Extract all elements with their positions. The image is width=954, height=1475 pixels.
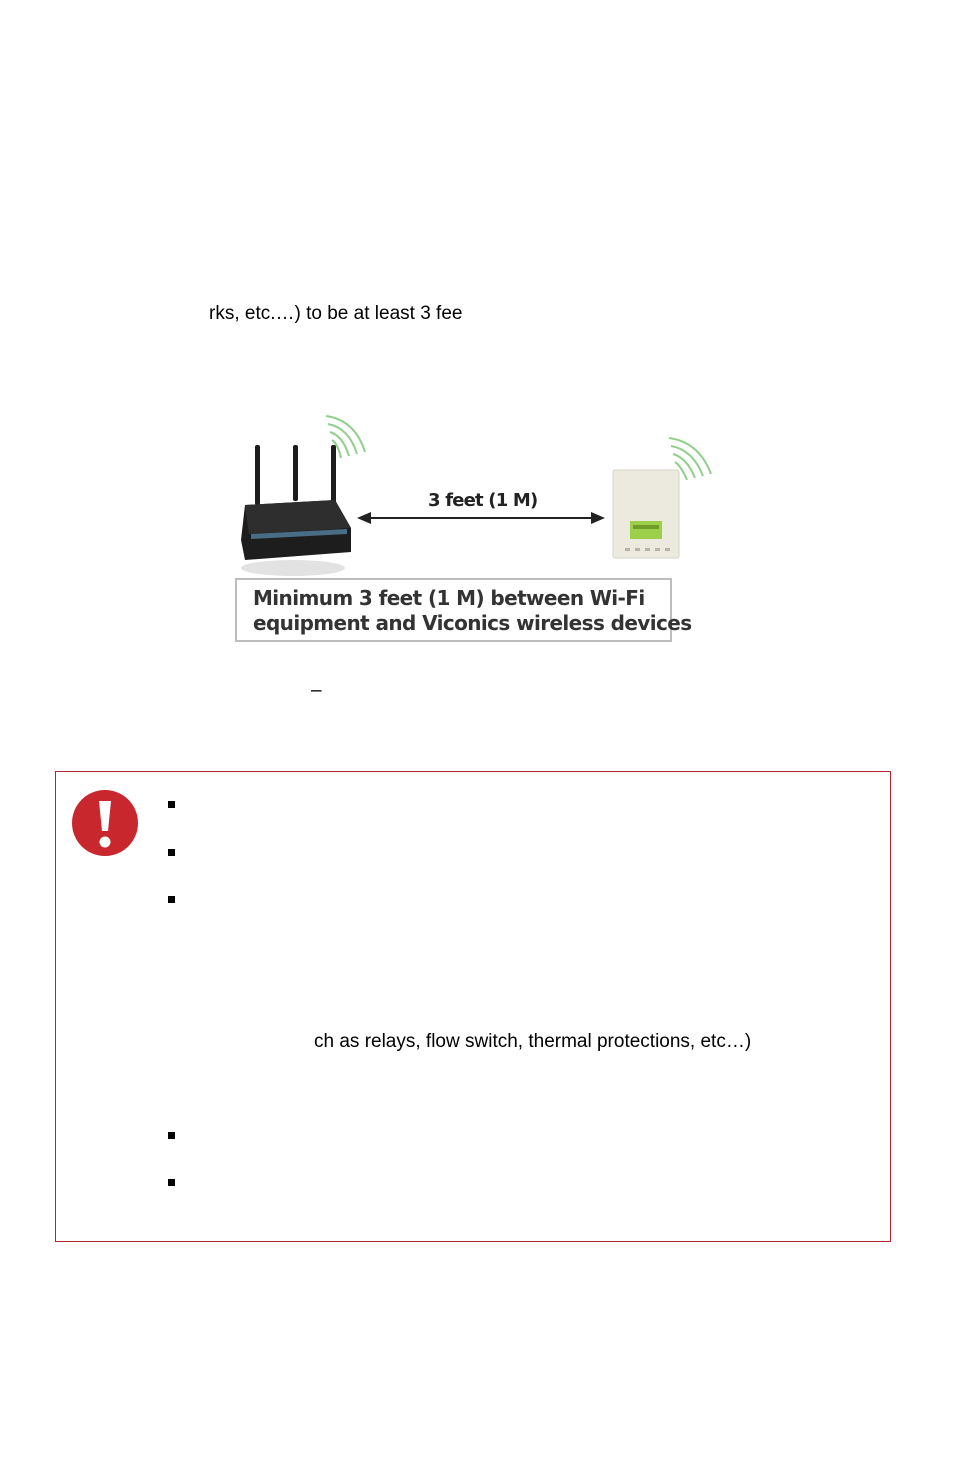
viconics-device-icon (613, 470, 679, 558)
distance-arrow (357, 512, 605, 524)
warning-bullet (168, 849, 175, 856)
figure-caption-line-1: Minimum 3 feet (1 M) between Wi-Fi (253, 586, 645, 610)
warning-bullet (168, 896, 175, 903)
exclamation-icon (71, 789, 139, 857)
warning-bullet (168, 1179, 175, 1186)
figure-caption-box (235, 578, 692, 642)
warning-box (55, 771, 891, 1242)
warning-bullet (168, 801, 175, 808)
figure-caption-line-2: equipment and Viconics wireless devices (253, 611, 692, 635)
intro-text-fragment: rks, etc.…) to be at least 3 fee (209, 303, 463, 324)
warning-text-fragment: ch as relays, flow switch, thermal protections, etc…) (314, 1031, 752, 1052)
dash-fragment: – (311, 680, 322, 701)
warning-bullet (168, 1132, 175, 1139)
wifi-router-icon (241, 445, 351, 576)
distance-label: 3 feet (1 M) (428, 490, 538, 511)
